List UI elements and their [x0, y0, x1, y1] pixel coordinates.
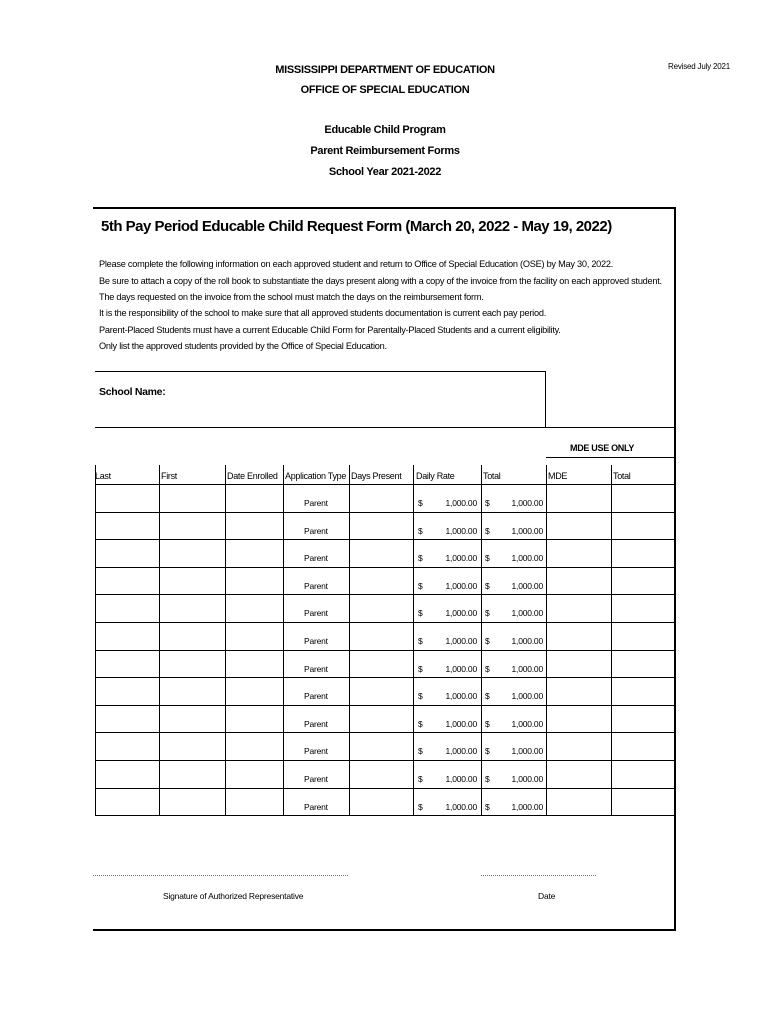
total-currency: $ — [485, 691, 490, 702]
row-divider — [95, 594, 675, 595]
row-divider — [95, 512, 675, 513]
column-header: Total — [613, 471, 631, 481]
forms-heading: Parent Reimbursement Forms — [310, 145, 460, 157]
instruction-line: Be sure to attach a copy of the roll book to substantiate the days present along with a copy of the invoice from the facility on each approved student. — [99, 276, 662, 286]
department-heading: MISSISSIPPI DEPARTMENT OF EDUCATION — [275, 64, 495, 76]
row-divider — [95, 705, 675, 706]
total-currency: $ — [485, 608, 490, 619]
column-divider — [159, 465, 160, 815]
instruction-line: The days requested on the invoice from the school must match the days on the reimbursement form. — [99, 292, 484, 302]
total-currency: $ — [485, 663, 490, 674]
column-divider — [95, 465, 96, 815]
column-divider — [349, 465, 350, 815]
daily-rate-currency: $ — [418, 663, 423, 674]
school-year-heading: School Year 2021-2022 — [328, 166, 442, 178]
daily-rate-cell: 1,000.00 — [445, 525, 477, 536]
daily-rate-cell: 1,000.00 — [445, 580, 477, 591]
row-divider — [95, 677, 675, 678]
office-heading: OFFICE OF SPECIAL EDUCATION — [300, 84, 470, 96]
total-cell: 1,000.00 — [511, 553, 543, 564]
column-header: Total — [483, 471, 501, 481]
signature-label: Signature of Authorized Representative — [163, 891, 304, 901]
school-name-field[interactable] — [95, 371, 546, 427]
daily-rate-cell: 1,000.00 — [445, 718, 477, 729]
application-type-cell: Parent — [304, 774, 328, 784]
instruction-line: Parent-Placed Students must have a current Educable Child Form for Parentally-Placed Students and a current eligibility. — [99, 325, 561, 335]
total-cell: 1,000.00 — [511, 746, 543, 757]
total-cell: 1,000.00 — [511, 608, 543, 619]
total-currency: $ — [485, 580, 490, 591]
application-type-cell: Parent — [304, 636, 328, 646]
row-divider — [95, 760, 675, 761]
total-cell: 1,000.00 — [511, 718, 543, 729]
header-row-divider — [95, 484, 675, 485]
application-type-cell: Parent — [304, 801, 328, 812]
daily-rate-cell: 1,000.00 — [445, 608, 477, 619]
row-divider — [95, 622, 675, 623]
row-divider — [95, 815, 675, 816]
application-type-cell: Parent — [304, 746, 328, 757]
instruction-line: Please complete the following information on each approved student and return to Office of Special Education (OSE) by May 30, 2022. — [99, 259, 614, 269]
signature-line[interactable] — [93, 875, 348, 876]
instruction-line: Only list the approved students provided by the Office of Special Education. — [99, 341, 387, 351]
daily-rate-currency: $ — [418, 608, 423, 619]
total-currency: $ — [485, 636, 490, 646]
total-cell: 1,000.00 — [511, 580, 543, 591]
application-type-cell: Parent — [304, 498, 328, 508]
column-header: Daily Rate — [416, 471, 455, 481]
application-type-cell: Parent — [304, 608, 328, 619]
application-type-cell: Parent — [304, 553, 328, 564]
column-header: Last — [95, 471, 111, 481]
column-header: Date Enrolled — [227, 471, 278, 481]
daily-rate-currency: $ — [418, 718, 423, 729]
daily-rate-currency: $ — [418, 525, 423, 536]
daily-rate-cell: 1,000.00 — [445, 663, 477, 674]
row-divider — [95, 732, 675, 733]
daily-rate-currency: $ — [418, 774, 423, 784]
revised-date: Revised July 2021 — [668, 62, 730, 71]
column-header: First — [161, 471, 177, 481]
total-cell: 1,000.00 — [511, 774, 543, 784]
total-currency: $ — [485, 553, 490, 564]
column-divider — [283, 465, 284, 815]
program-heading: Educable Child Program — [324, 124, 446, 136]
daily-rate-cell: 1,000.00 — [445, 774, 477, 784]
row-divider — [95, 650, 675, 651]
application-type-cell: Parent — [304, 580, 328, 591]
total-currency: $ — [485, 498, 490, 508]
row-divider — [95, 567, 675, 568]
application-type-cell: Parent — [304, 718, 328, 729]
daily-rate-currency: $ — [418, 691, 423, 702]
daily-rate-currency: $ — [418, 801, 423, 812]
total-cell: 1,000.00 — [511, 525, 543, 536]
column-header: Days Present — [351, 471, 402, 481]
mde-use-only-label: MDE USE ONLY — [570, 443, 635, 453]
column-divider — [546, 465, 547, 815]
school-name-label: School Name: — [99, 386, 166, 398]
total-cell: 1,000.00 — [511, 691, 543, 702]
total-cell: 1,000.00 — [511, 663, 543, 674]
daily-rate-cell: 1,000.00 — [445, 498, 477, 508]
daily-rate-cell: 1,000.00 — [445, 746, 477, 757]
total-cell: 1,000.00 — [511, 801, 543, 812]
column-header: MDE — [548, 471, 568, 481]
instruction-line: It is the responsibility of the school to make sure that all approved students documentation is current each pay period. — [99, 308, 546, 318]
daily-rate-cell: 1,000.00 — [445, 553, 477, 564]
form-title: 5th Pay Period Educable Child Request Form (March 20, 2022 - May 19, 2022) — [101, 218, 612, 235]
row-divider — [95, 539, 675, 540]
total-currency: $ — [485, 525, 490, 536]
daily-rate-currency: $ — [418, 553, 423, 564]
daily-rate-currency: $ — [418, 498, 423, 508]
column-header: Application Type — [285, 471, 347, 481]
application-type-cell: Parent — [304, 663, 328, 674]
application-type-cell: Parent — [304, 525, 328, 536]
total-currency: $ — [485, 746, 490, 757]
total-currency: $ — [485, 774, 490, 784]
application-type-cell: Parent — [304, 691, 328, 702]
table-top-border — [95, 427, 675, 428]
daily-rate-cell: 1,000.00 — [445, 801, 477, 812]
total-cell: 1,000.00 — [511, 636, 543, 646]
total-currency: $ — [485, 801, 490, 812]
total-currency: $ — [485, 718, 490, 729]
column-divider — [611, 465, 612, 815]
date-label: Date — [538, 891, 556, 901]
daily-rate-cell: 1,000.00 — [445, 636, 477, 646]
column-divider — [225, 465, 226, 815]
daily-rate-currency: $ — [418, 580, 423, 591]
daily-rate-cell: 1,000.00 — [445, 691, 477, 702]
daily-rate-currency: $ — [418, 746, 423, 757]
mde-header-divider — [546, 457, 675, 458]
daily-rate-currency: $ — [418, 636, 423, 646]
date-line[interactable] — [481, 875, 596, 876]
total-cell: 1,000.00 — [511, 498, 543, 508]
row-divider — [95, 788, 675, 789]
